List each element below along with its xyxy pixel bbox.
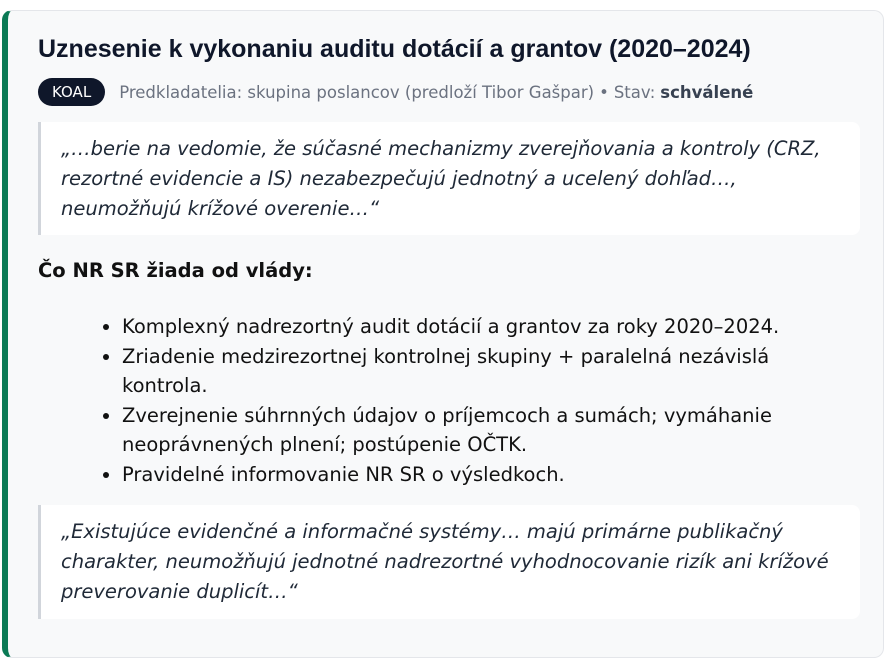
list-item: • Zriadenie medzirezortnej kontrolnej skupiny + paralelná nezávislá kontrola. (122, 342, 816, 401)
coalition-badge: KOAL (38, 78, 105, 106)
quote-excerpt-2: „Existujúce evidenčné a informačné systémy… majú primárne publikačný charakter, neumožňujú jednotné nadrezortné vyhodnocovanie rizík ani krížové preverovanie duplicít…“ (38, 505, 860, 619)
list-item: • Pravidelné informovanie NR SR o výsledkoch. (122, 460, 816, 490)
quote-excerpt-1: „…berie na vedomie, že súčasné mechanizmy zverejňovania a kontroly (CRZ, rezortné evidencie a IS) nezabezpečujú jednotný a ucelený dohľad…, neumožňujú krížové overenie…“ (38, 122, 860, 235)
resolution-meta (38, 78, 753, 106)
section-heading: Čo NR SR žiada od vlády: (38, 259, 313, 282)
status-label: Stav: (613, 82, 656, 102)
list-item: • Komplexný nadrezortný audit dotácií a grantov za roky 2020–2024. (122, 312, 816, 342)
proposers-text: Predkladatelia: skupina poslancov (predloží Tibor Gašpar) (119, 82, 595, 102)
meta-separator: • (599, 82, 609, 102)
resolution-title: Uznesenie k vykonaniu auditu dotácií a grantov (2020–2024) (38, 35, 751, 63)
resolution-card (2, 10, 884, 658)
list-item: • Zverejnenie súhrnných údajov o príjemcoch a sumách; vymáhanie neoprávnených plnení; postúpenie OČTK. (122, 401, 816, 460)
status-value: schválené (660, 82, 754, 102)
requests-list (76, 312, 816, 489)
